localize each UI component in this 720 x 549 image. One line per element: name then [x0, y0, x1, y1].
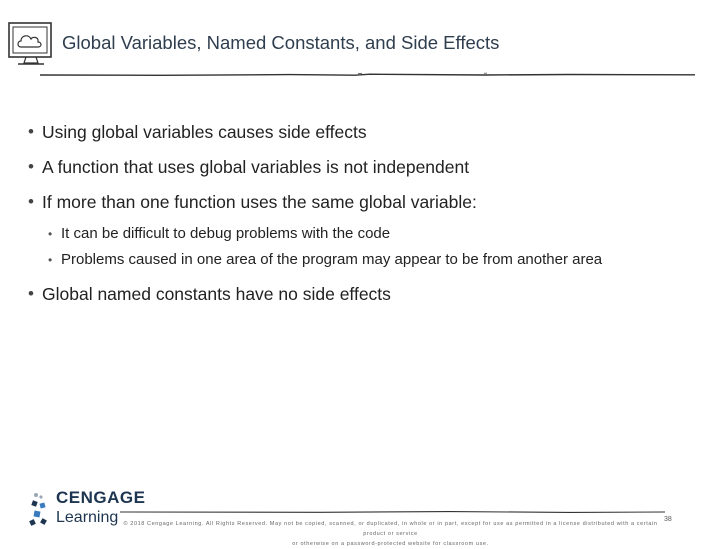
bullet-marker: • — [48, 227, 53, 241]
slide-title: Global Variables, Named Constants, and Side Effects — [62, 32, 500, 53]
logo-text-learning: Learning — [56, 509, 119, 526]
copyright-line: or otherwise on a password-protected website for classroom use. — [292, 541, 489, 547]
bullet-list — [26, 120, 706, 317]
bullet-marker: • — [28, 192, 34, 211]
bullet-text: If more than one function uses the same global variable: — [42, 192, 477, 212]
bullet-item — [26, 190, 706, 214]
sub-bullet-item — [26, 221, 706, 247]
logo-text-cengage: CENGAGE — [56, 488, 146, 507]
sub-bullet-text: It can be difficult to debug problems with the code — [61, 225, 391, 242]
bullet-text: Using global variables causes side effects — [42, 122, 367, 142]
bullet-item — [26, 282, 706, 306]
bullet-marker: • — [28, 122, 34, 141]
bullet-item — [26, 120, 706, 144]
logo-mark-icon — [28, 490, 52, 530]
bullet-marker: • — [28, 157, 34, 176]
sub-bullet-item — [26, 247, 706, 273]
cloud-computer-icon — [6, 18, 58, 70]
footer-divider — [120, 508, 665, 516]
bullet-marker: • — [28, 284, 34, 303]
sub-bullet-list — [26, 221, 706, 273]
bullet-text: A function that uses global variables is not independent — [42, 157, 470, 177]
bullet-text: Global named constants have no side effects — [42, 284, 391, 304]
copyright-line: © 2018 Cengage Learning. All Rights Reserved. May not be copied, scanned, or duplicated, in whole or in part, except for use as permitted in a license distributed with a certain product or service — [123, 521, 658, 537]
bullet-marker: • — [48, 253, 53, 267]
sub-bullet-text: Problems caused in one area of the program may appear to be from another area — [61, 251, 603, 268]
bullet-item — [26, 155, 706, 179]
title-divider — [40, 70, 695, 80]
copyright-notice — [118, 519, 663, 549]
page-number: 38 — [664, 516, 672, 523]
